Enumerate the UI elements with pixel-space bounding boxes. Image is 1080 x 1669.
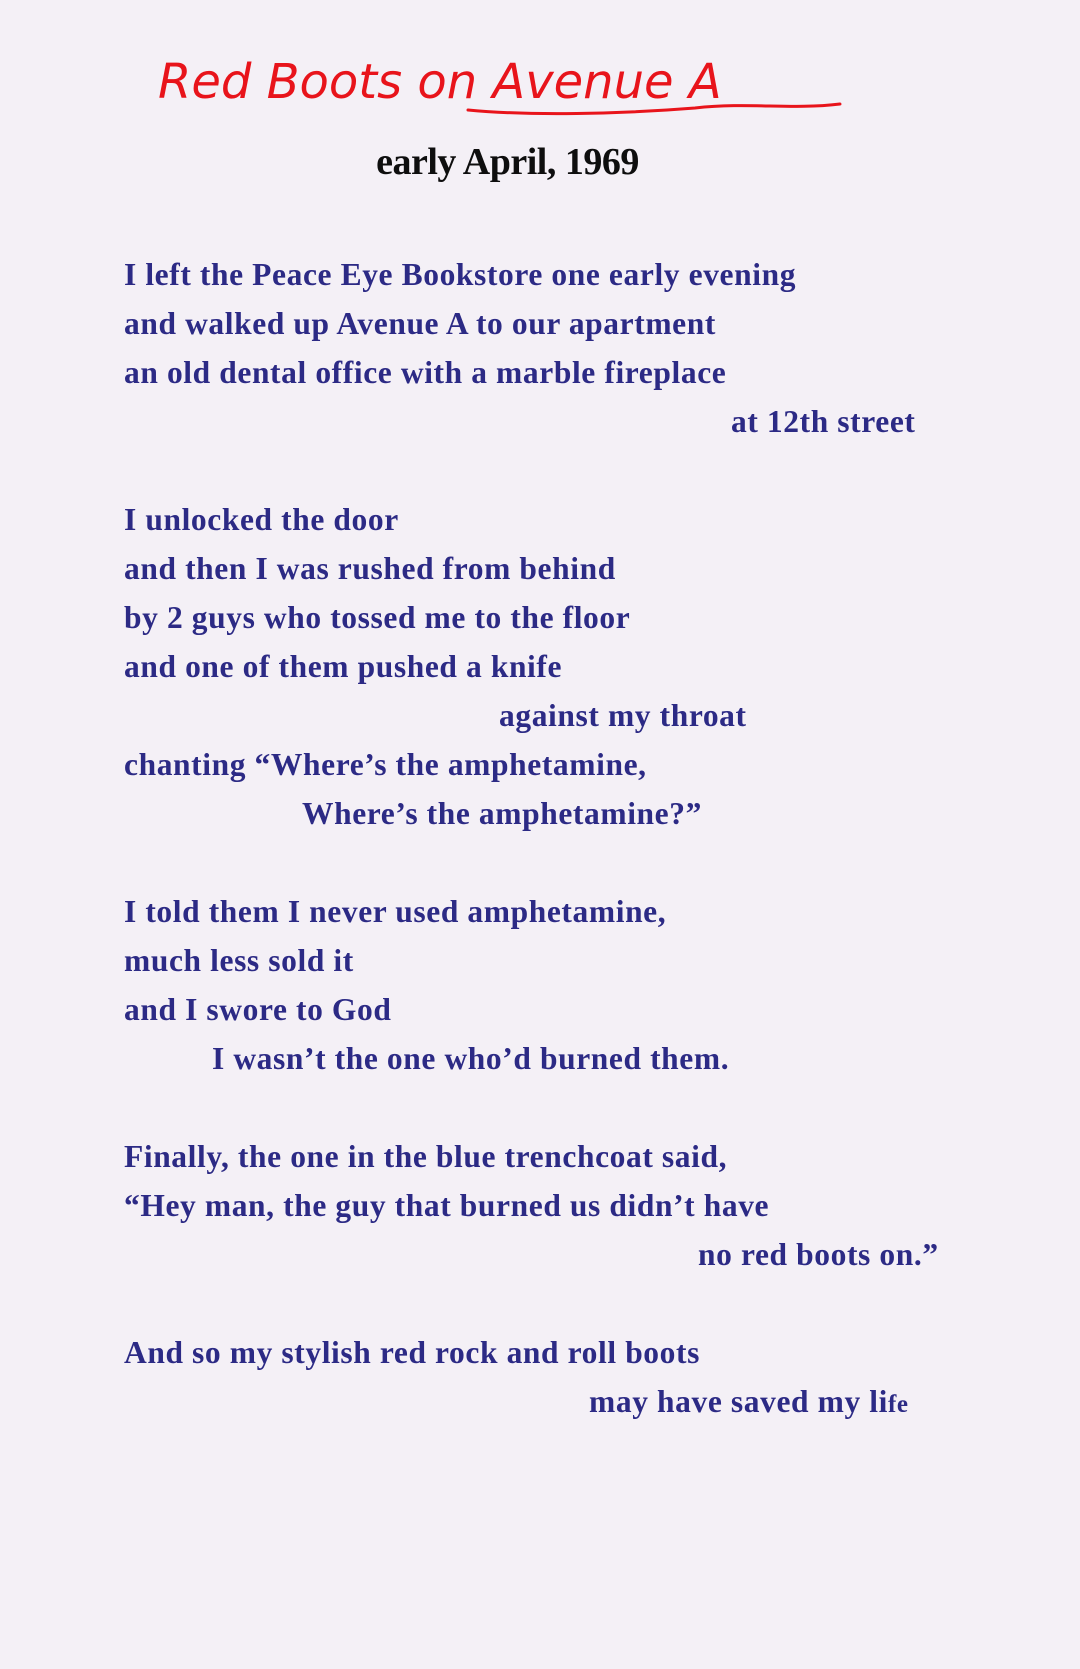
stanza-break: [124, 838, 1004, 887]
poem-line: an old dental office with a marble fireplace: [124, 355, 727, 390]
poem-line: much less sold it: [124, 943, 354, 978]
poem-line: by 2 guys who tossed me to the floor: [124, 600, 631, 635]
stanza-break: [124, 1279, 1004, 1328]
poem-line: at 12th street: [731, 404, 916, 439]
poem-line: I unlocked the door: [124, 502, 399, 537]
poem-line: against my throat: [499, 698, 747, 733]
poem-line: I left the Peace Eye Bookstore one early evening: [124, 257, 797, 292]
handwritten-title: [150, 40, 910, 130]
poem-line: and then I was rushed from behind: [124, 551, 616, 586]
poem-line: no red boots on.”: [698, 1237, 939, 1272]
poem-line: Finally, the one in the blue trenchcoat said,: [124, 1139, 728, 1174]
poem-line: I told them I never used amphetamine,: [124, 894, 667, 929]
poem-line: And so my stylish red rock and roll boots: [124, 1335, 700, 1370]
poem-line: and walked up Avenue A to our apartment: [124, 306, 716, 341]
poem-line: “Hey man, the guy that burned us didn’t have: [124, 1188, 770, 1223]
stanza-break: [124, 446, 1004, 495]
poem-line: and I swore to God: [124, 992, 392, 1027]
title-text: Red Boots on Avenue A: [158, 54, 722, 110]
poem-line: and one of them pushed a knife: [124, 649, 563, 684]
poem-line-final: [124, 1377, 1004, 1426]
stanza-break: [124, 1083, 1004, 1132]
final-line-main: may have saved my li: [589, 1384, 888, 1419]
final-line-tail: fe: [888, 1391, 909, 1418]
poem-line: chanting “Where’s the amphetamine,: [124, 747, 647, 782]
poem-date: early April, 1969: [376, 141, 639, 183]
poem-line: I wasn’t the one who’d burned them.: [212, 1041, 730, 1076]
poem-line: Where’s the amphetamine?”: [302, 796, 702, 831]
poem-body: [124, 250, 1004, 1426]
